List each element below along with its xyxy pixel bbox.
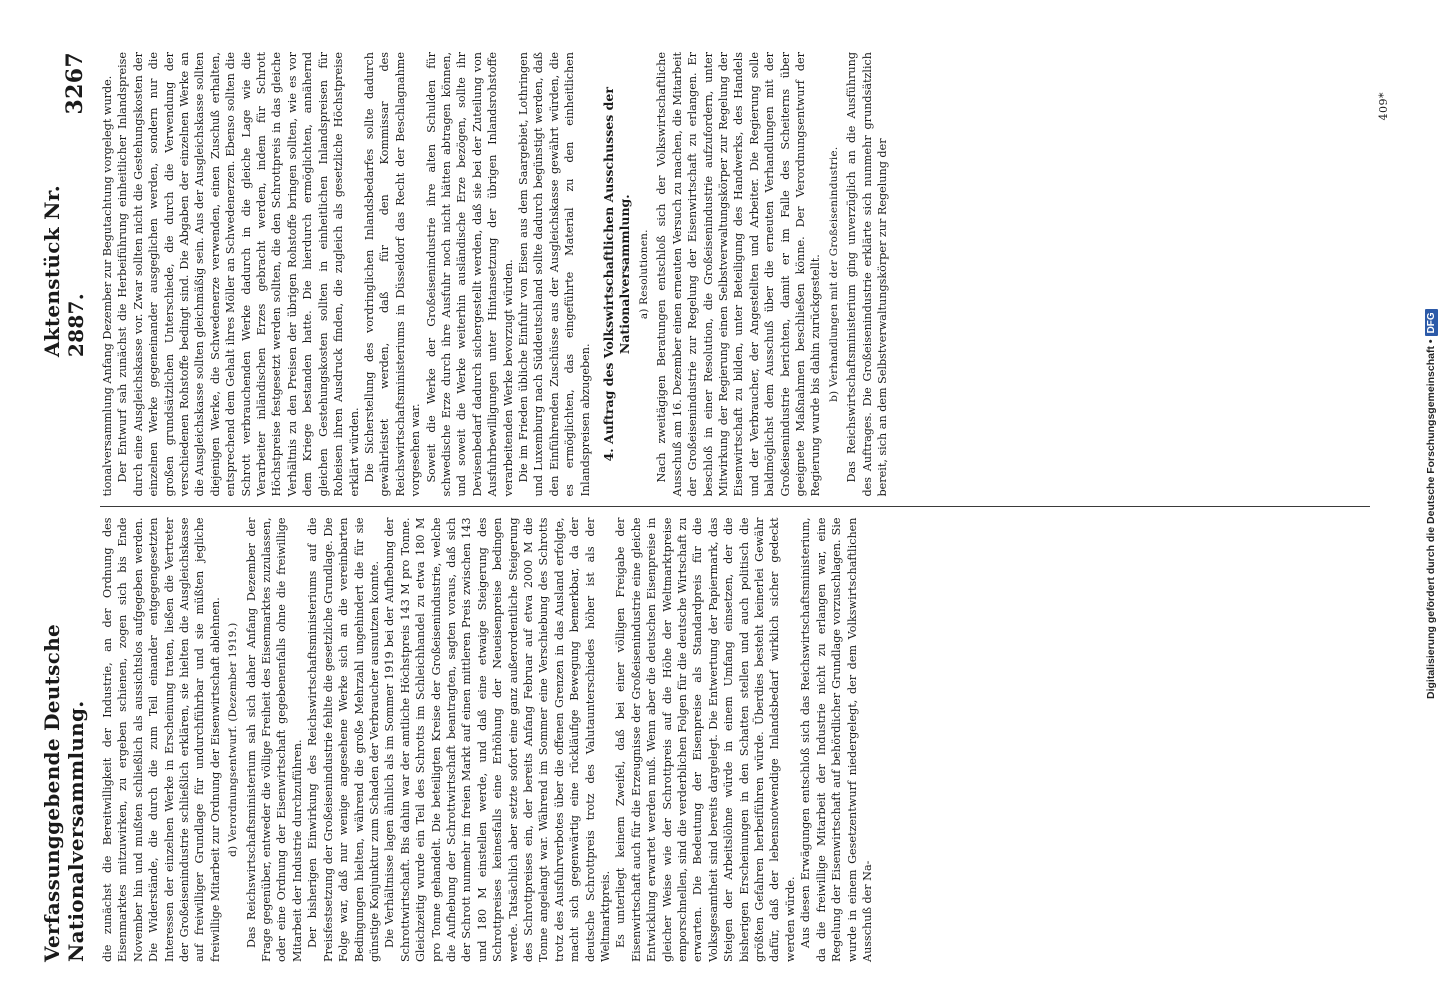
paragraph: Soweit die Werke der Großeisenindustrie ihre alten Schulden für schwedische Erze durch ihre Ausfuhr noch nicht hätten abtragen können, und soweit die Werke weiterhin ausländische Erze bezögen, sollte ihr Devisenbedarf dadurch sichergestellt werden, daß sie bei der Zuteilung von Ausfuhrbewilligungen unter Hintansetzung der übrigen Inlandsrohstoffe verarbeitenden Werke bevorzugt würden. xyxy=(424,51,515,497)
text-columns xyxy=(100,52,1370,962)
digitization-credit xyxy=(1422,0,1436,1000)
paragraph: tionalversammlung Anfang Dezember zur Begutachtung vorgelegt wurde. xyxy=(101,75,114,497)
document-page xyxy=(28,32,1398,982)
subsection-heading: b) Verhandlungen mit der Großeisenindustrie. xyxy=(827,146,840,402)
document-number: Aktenstück Nr. 2887. xyxy=(40,185,88,358)
paragraph: Aus diesen Erwägungen entschloß sich das Reichswirtschaftsministerium, da die freiwillige Mitarbeit der Industrie nicht zu erlangen war, eine Regelung der Eisenwirtschaft auf behördlicher Grundlage vorzuschlagen. Sie wurde in einem Gesetzentwurf niedergelegt, der dem Volkswirtschaftlichen Ausschuß der Na- xyxy=(799,517,874,962)
left-column xyxy=(100,517,1370,962)
paragraph: Nach zweitägigen Beratungen entschloß sich der Volkswirtschaftliche Ausschuß am 16. Dezember einen erneuten Versuch zu machen, die Mitarbeit der Großeisenindustrie zur Regelung der Eisenwirtschaft zu erlangen. Er beschloß in einer Resolution, die Großeisenindustrie aufzufordern, unter Mitwirkung der Regierung einen Selbstverwaltungskörper zur Regelung der Eisenwirtschaft zu bilden, unter Beteiligung des Handwerks, des Handels und der Verbraucher, der Angestellten und Arbeiter. Die Regierung solle baldmöglichst dem Ausschuß über die erneuten Verhandlungen mit der Großeisenindustrie berichten, damit er im Falle des Scheiterns über geeignete Maßnahmen beschließen könne. Der Verordnungsentwurf der Regierung wurde bis dahin zurückgestellt. xyxy=(655,51,823,497)
paragraph: Das Reichswirtschaftsministerium ging unverzüglich an die Ausführung des Auftrages. Die Großeisenindustrie erklärte sich nunmehr grundsätzlich bereit, sich an dem Selbstverwaltungskörper zur Regelung der xyxy=(845,51,890,497)
paragraph: Die Verhältnisse lagen ähnlich als im Sommer 1919 bei der Aufhebung der Schrottwirtschaft. Bis dahin war der amtliche Höchstpreis 143 M pro Tonne. Gleichzeitig wurde ein Teil des Schrotts im Schleichhandel zu etwa 180 M pro Tonne gehandelt. Die beteiligten Kreise der Großeisenindustrie, welche die Aufhebung der Schrottwirtschaft beantragten, sagten voraus, daß sich der Schrott nunmehr im freien Markt auf einen mittleren Preis zwischen 143 und 180 M einstellen werde, und daß eine etwaige Steigerung des Schrottpreises keinesfalls eine Erhöhung der Neueisenpreise bedingen werde. Tatsächlich aber setzte sofort eine ganz außerordentliche Steigerung des Schrottpreises ein, der bereits Anfang Februar auf etwa 2000 M die Tonne angelangt war. Während im Sommer eine Verschiebung des Schrotts trotz des Ausfuhrverbotes über die offenen Grenzen in das Ausland erfolgte, macht sich gegenwärtig eine rückläufige Bewegung bemerkbar, da der deutsche Schrottpreis trotz des Valutaunterschiedes höher ist als der Weltmarktpreis. xyxy=(383,517,612,962)
section-heading: 4. Auftrag des Volkswirtschaftlichen Ausschusses der Nationalversammlung. xyxy=(601,87,632,462)
page-number: 3267 xyxy=(62,52,88,115)
paragraph: Es unterliegt keinem Zweifel, daß bei einer völligen Freigabe der Eisenwirtschaft auch für die Erzeugnisse der Großeisenindustrie eine gleiche Entwicklung erwartet werden muß. Wenn aber die deutschen Eisenpreise in gleicher Weise wie der Schrottpreis auf die Höhe der Weltmarktpreise emporschnellen, sind die verderblichen Folgen für die deutsche Wirtschaft zu erwarten. Die Bedeutung der Eisenpreise als Standardpreis für die Volksgesamtheit sind bereits dargelegt. Die Entwertung der Papiermark, das Steigen der Arbeitslöhne würde in einem Umfang einsetzen, der die bisherigen Erscheinungen in den Schatten stellen und auch politisch die größten Gefahren herbeiführen würde. Überdies besteht keinerlei Gewähr dafür, daß der lebensnotwendige Inlandsbedarf wirklich sicher gedeckt werden würde. xyxy=(614,517,797,962)
paragraph: Die im Frieden übliche Einfuhr von Eisen aus dem Saargebiet, Lothringen und Luxemburg nach Süddeutschland sollte dadurch begünstigt werden, daß den Einführenden Zuschüsse aus der Ausgleichskasse gewährt würden, die es ermöglichten, das eingeführte Material zu den einheitlichen Inlandspreisen abzugeben. xyxy=(516,51,592,497)
signature-number: 409* xyxy=(1377,92,1390,121)
right-column xyxy=(100,52,1370,497)
paragraph: Der Entwurf sah zunächst die Herbeiführung einheitlicher Inlandspreise durch eine Ausgleichskasse vor. Zwar sollten nicht die Gestehungskosten der einzelnen Werke gegeneinander ausgeglichen werden, sondern nur die großen grundsätzlichen Unterschiede, die durch die Verwendung der verschiedenen Rohstoffe bedingt sind. Die Abgaben der einzelnen Werke an die Ausgleichskasse sollten gleichmäßig sein. Aus der Ausgleichskasse sollten diejenigen Werke, die Schwedenerze verwenden, einen Zuschuß erhalten, entsprechend dem Gehalt ihres Möller an Schwedenerzen. Ebenso sollten die Schrott verbrauchenden Werke dadurch in die gleiche Lage wie die Verarbeiter inländischen Erzes gebracht werden, indem für Schrott Höchstpreise festgesetzt werden sollten, die den Schrottpreis in das gleiche Verhältnis zu den Preisen der übrigen Rohstoffe bringen sollten, wie es vor dem Kriege bestanden hatte. Die hierdurch ermöglichten, annähernd gleichen Gestehungskosten sollten in einheitlichen Inlandspreisen für Roheisen ihren Ausdruck finden, die zugleich als gesetzliche Höchstpreise erklärt würden. xyxy=(116,51,361,497)
dfg-logo-icon: DFG xyxy=(1425,309,1438,336)
subsection-heading: d) Verordnungsentwurf. (Dezember 1919.) xyxy=(227,622,240,857)
page-header xyxy=(40,52,88,962)
paragraph: Das Reichswirtschaftsministerium sah sich daher Anfang Dezember der Frage gegenüber, entweder die völlige Freiheit des Eisenmarktes zuzulassen, oder eine Ordnung der Eisenwirtschaft gegebenenfalls ohne die freiwillige Mitarbeit der Industrie durchzuführen. xyxy=(244,517,304,962)
paragraph: Der bisherigen Einwirkung des Reichswirtschaftsministeriums auf die Preisfestsetzung der Großeisenindustrie fehlte die gesetzliche Grundlage. Die Folge war, daß nur wenige angesehene Werke sich an die vereinbarten Bedingungen hielten, während die große Mehrzahl ungehindert die für sie günstige Konjunktur zum Schaden der Verbraucher ausnutzen konnte. xyxy=(306,517,381,962)
header-title: Verfassunggebende Deutsche Nationalversammlung. xyxy=(40,623,88,962)
paragraph: Die Sicherstellung des vordringlichen Inlandsbedarfes sollte dadurch gewährleistet werden, daß für den Kommissar des Reichswirtschaftsministeriums in Düsseldorf das Recht der Beschlagnahme vorgesehen war. xyxy=(362,51,423,497)
column-divider xyxy=(100,507,1370,508)
subsection-heading: a) Resolutionen. xyxy=(638,229,650,320)
credit-text: Digitalisierung gefördert durch die Deutsche Forschungsgemeinschaft • xyxy=(1425,339,1437,699)
paragraph: die zunächst die Bereitwilligkeit der Industrie, an der Ordnung des Eisenmarktes mitzuwirken, zu ergeben schienen, zogen sich bis Ende November hin und mußten schließlich als aussichtslos aufgegeben werden. Die Widerstände, die durch die zum Teil einander entgegengesetzten Interessen der einzelnen Werke in Erscheinung traten, ließen die Vertreter der Großeisenindustrie schließlich erklären, sie hielten die Ausgleichskasse auf freiwilliger Grundlage für undurchführbar und sie müßten jegliche freiwillige Mitarbeit zur Ordnung der Eisenwirtschaft ablehnen. xyxy=(101,517,222,962)
